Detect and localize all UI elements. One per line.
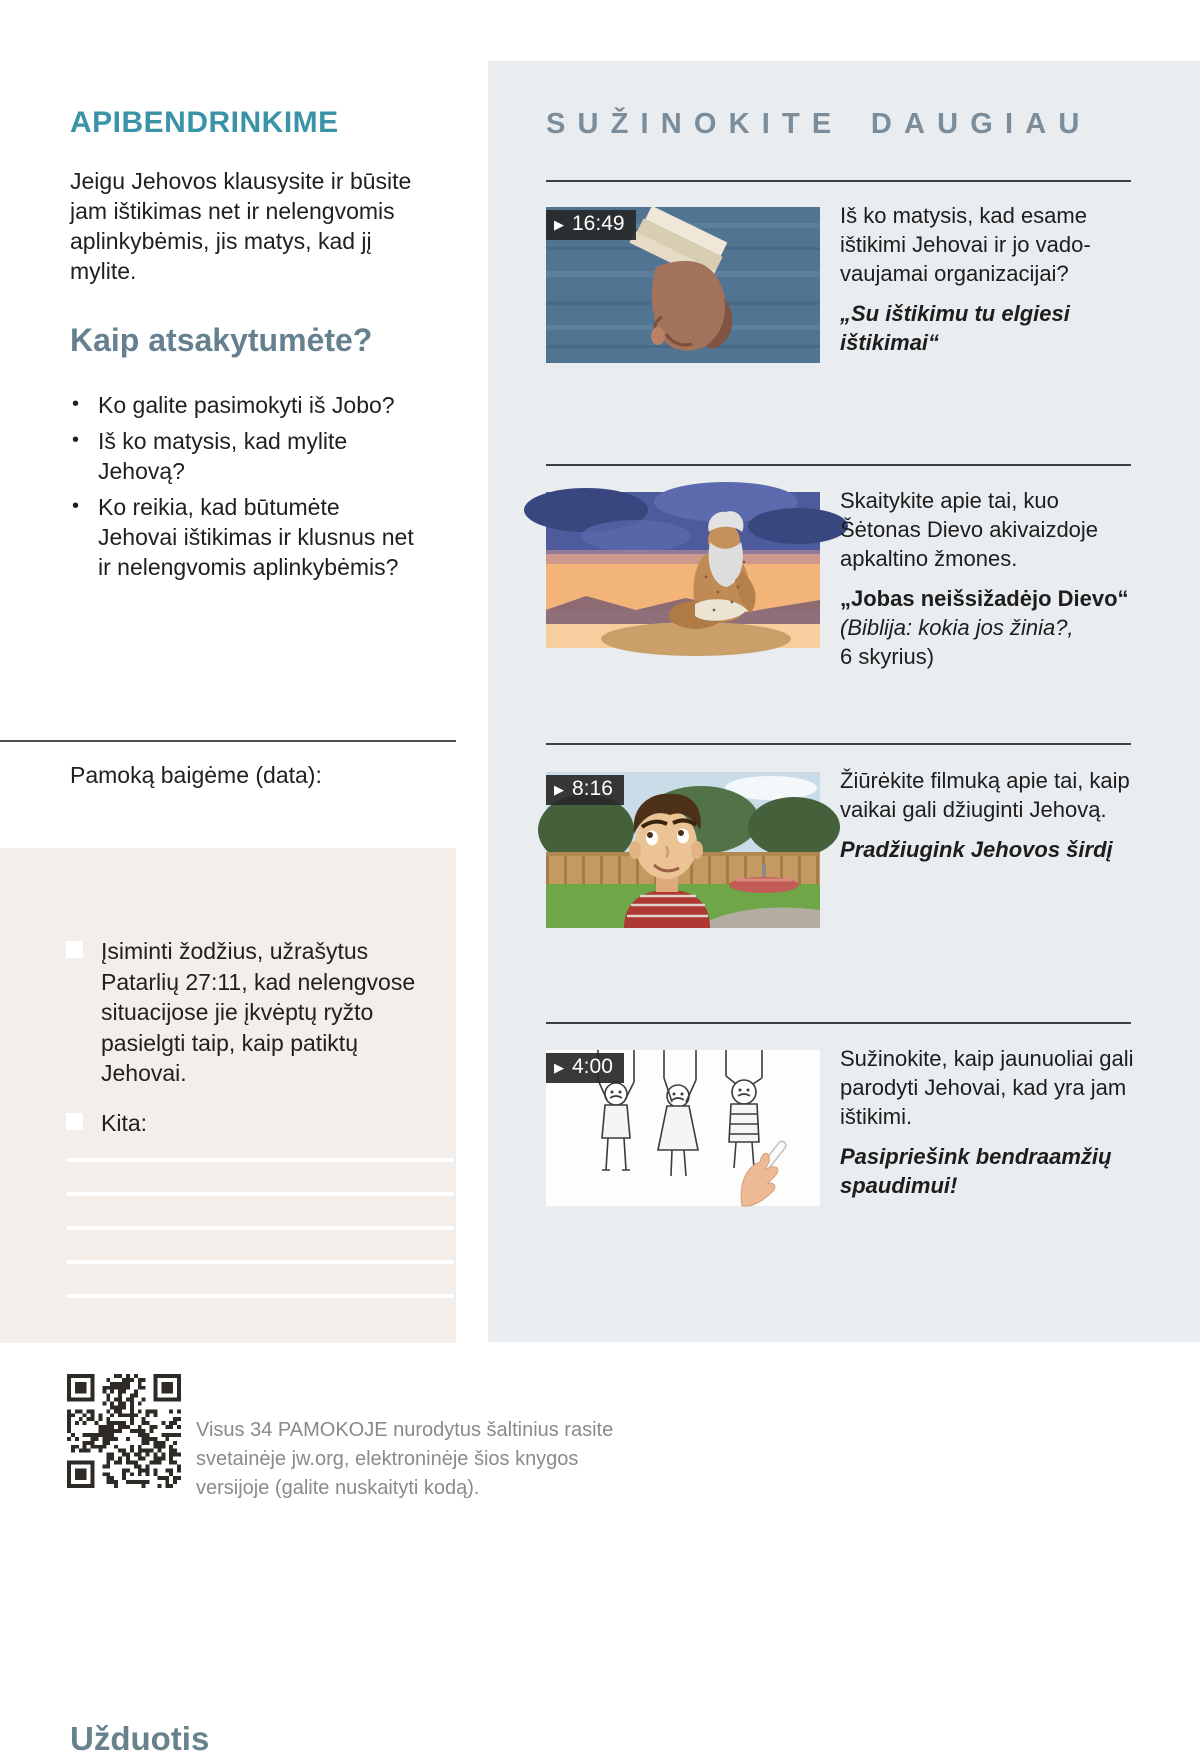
- section-divider: [546, 743, 1131, 745]
- article-thumbnail[interactable]: [546, 492, 820, 648]
- duration-badge: [546, 1053, 624, 1083]
- bullet-icon: •: [72, 429, 80, 451]
- bullet-icon: •: [72, 393, 80, 415]
- questions-list: [70, 390, 422, 588]
- video-thumbnail[interactable]: [546, 1050, 820, 1206]
- duration-badge: [546, 210, 636, 240]
- video-row: [546, 203, 1132, 373]
- assignment-item-text: Įsiminti žodžius, užrašytus Patarlių 27:11, kad nelengvose situacijose jie įkvėptų ryžto pasielgti taip, kaip patiktų Jehovai.: [101, 938, 416, 1086]
- video-row: [546, 768, 1132, 938]
- video-info: [840, 1044, 1142, 1200]
- question-item: [70, 492, 422, 582]
- section-divider: [546, 180, 1131, 182]
- video-title-link[interactable]: Pradžiugink Jehovos širdį: [840, 837, 1113, 862]
- duration-text: 16:49: [572, 212, 625, 235]
- video-title-link[interactable]: „Su ištikimu tu elgiesi ištikimai“: [840, 301, 1070, 355]
- bullet-icon: •: [72, 495, 80, 517]
- video-title-link[interactable]: Pasipriešink bendraamžių spaudimui!: [840, 1144, 1112, 1198]
- assignment-checkbox-item: [66, 936, 438, 1089]
- writing-line: [67, 1226, 454, 1230]
- source-publication: (Biblija: kokia jos žinia?,: [840, 615, 1074, 640]
- writing-line: [67, 1192, 454, 1196]
- video-info: [840, 766, 1142, 864]
- assignment-item-text: Kita:: [101, 1110, 148, 1136]
- questions-heading: Kaip atsakytumėte?: [70, 322, 373, 358]
- video-info: [840, 201, 1142, 357]
- writing-line: [67, 1294, 454, 1298]
- question-text: Ko galite pasimokyti iš Jobo?: [98, 392, 395, 418]
- assignment-heading: Užduotis: [70, 1720, 210, 1757]
- qr-code: [67, 1374, 181, 1488]
- section-divider: [546, 464, 1131, 466]
- question-item: [70, 426, 422, 486]
- section-divider: [546, 1022, 1131, 1024]
- video-thumbnail[interactable]: [546, 207, 820, 363]
- video-thumbnail[interactable]: [546, 772, 820, 928]
- duration-text: 8:16: [572, 777, 613, 800]
- assignment-checkbox-item: [66, 1108, 438, 1139]
- article-title-link[interactable]: „Jobas neišsižadėjo Dievo“: [840, 586, 1129, 611]
- lesson-completed-date-label: Pamoką baigėme (data):: [70, 762, 322, 788]
- video-row: [546, 1046, 1134, 1216]
- video-info: [840, 486, 1142, 671]
- video-row: [546, 488, 1132, 669]
- question-text: Iš ko matysis, kad mylite Jehovą?: [98, 428, 348, 484]
- checkbox[interactable]: [66, 941, 83, 958]
- video-description: Žiūrėkite filmuką apie tai, kaip vaikai gali džiuginti Jehovą.: [840, 768, 1130, 822]
- video-description: Iš ko matysis, kad esame ištikimi Jehovai ir jo vadovaujamai organizacijai?: [840, 203, 1091, 286]
- summary-heading: APIBENDRINKIME: [70, 106, 339, 139]
- summary-paragraph: Jeigu Jehovos klausysite ir būsite jam ištikimas net ir nelengvomis aplinkybėmis, jis matys, kad jį mylite.: [70, 168, 412, 284]
- play-icon: ▶: [554, 781, 564, 797]
- writing-line: [67, 1158, 454, 1162]
- question-text: Ko reikia, kad būtumėte Jehovai ištikimas ir klusnus net ir nelengvomis aplinkybėmis?: [98, 494, 414, 580]
- job-sitting-at-sunset-illustration: [546, 492, 820, 648]
- checkbox[interactable]: [66, 1113, 83, 1130]
- writing-line: [67, 1260, 454, 1264]
- learn-more-heading: SUŽINOKITE DAUGIAU: [546, 108, 1092, 140]
- duration-text: 4:00: [572, 1055, 613, 1078]
- footer-note: Visus 34 PAMOKOJE nurodytus šaltinius rasite svetainėje jw.org, elektroninėje šios knygos versijoje (galite nuskaityti kodą).: [196, 1419, 614, 1499]
- play-icon: ▶: [554, 1059, 564, 1075]
- play-icon: ▶: [554, 216, 564, 232]
- video-description: Skaitykite apie tai, kuo Šėtonas Dievo akivaizdoje apkaltino žmones.: [840, 488, 1099, 571]
- source-chapter: 6 skyrius): [840, 644, 935, 669]
- video-description: Sužinokite, kaip jaunuoliai gali parodyti Jehovai, kad yra jam ištikimi.: [840, 1046, 1134, 1129]
- horizontal-divider: [0, 740, 456, 742]
- duration-badge: [546, 775, 624, 805]
- question-item: [70, 390, 422, 420]
